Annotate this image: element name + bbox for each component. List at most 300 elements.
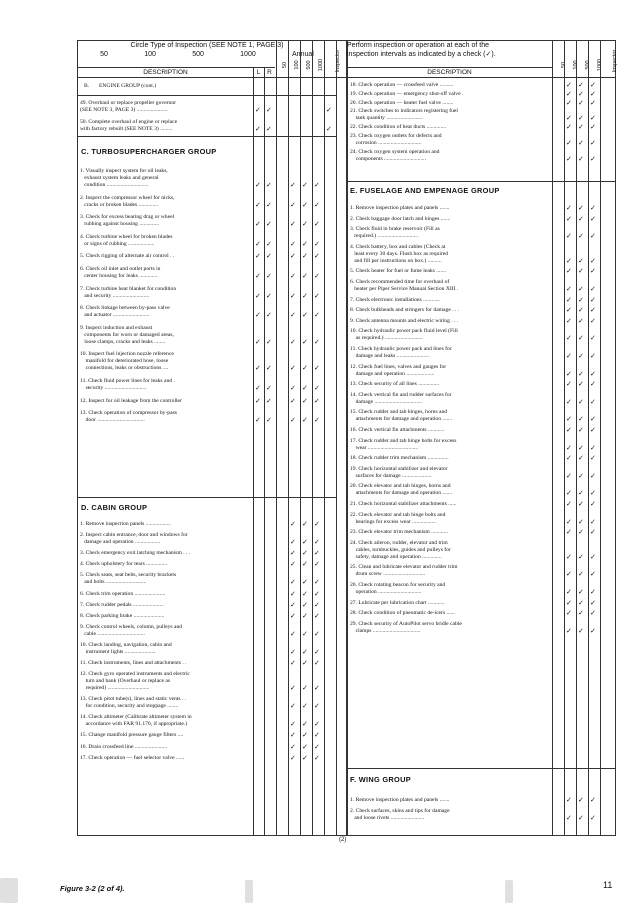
check-mark: ✓ (290, 200, 296, 209)
check-mark: ✓ (578, 139, 584, 147)
check-mark: ✓ (302, 239, 308, 248)
cabin-item-10: 10. Check landing, navigation, cabin and instrument lights ...................... (80, 641, 172, 655)
check-mark: ✓ (302, 560, 308, 569)
check-mark: ✓ (255, 181, 261, 189)
fuselage-item-24: 24. Check aileron, rudder, elevator and trim cables, turnbuckles, guides and pulleys for safety, damage and operation .............. (350, 539, 451, 560)
check-mark: ✓ (290, 291, 296, 300)
check-mark: ✓ (302, 220, 308, 229)
cabin-item-1: 1. Remove inspection panels .................. (80, 521, 171, 527)
check-mark: ✓ (290, 629, 296, 638)
check-mark: ✓ (566, 489, 572, 498)
check-mark: ✓ (290, 520, 296, 528)
check-mark: ✓ (314, 560, 320, 569)
check-mark: ✓ (290, 396, 296, 405)
check-mark: ✓ (302, 589, 308, 598)
check-mark: ✓ (566, 285, 572, 293)
turbo-item-2: 2. Inspect the compressor wheel for nicks, cracks or broken blades .............. (80, 194, 175, 208)
check-mark: ✓ (590, 369, 596, 378)
check-mark: ✓ (290, 416, 296, 425)
check-mark: ✓ (302, 181, 308, 189)
turbo-item-1: 1. Visually inspect system for oil leaks, exhaust system leaks and general condition .............................. (80, 168, 168, 188)
check-mark: ✓ (290, 538, 296, 547)
check-mark: ✓ (578, 114, 584, 123)
fuselage-item-5: 5. Check heater for fuel or fume leaks ....... (350, 268, 446, 275)
check-mark: ✓ (302, 742, 308, 751)
check-mark: ✓ (314, 520, 320, 528)
section-e-title: E. FUSELAGE AND EMPENAGE GROUP (350, 186, 500, 195)
check-mark: ✓ (566, 796, 572, 804)
check-mark: ✓ (578, 352, 584, 360)
check-mark: ✓ (266, 384, 272, 392)
check-mark: ✓ (566, 81, 572, 89)
check-mark: ✓ (578, 443, 584, 452)
fuselage-item-28: 28. Check condition of pneumatic de-icers ...... (350, 610, 455, 617)
page-number: 11 (603, 880, 613, 890)
fuselage-item-21: 21. Check horizontal stabilizer attachments ...... (350, 501, 457, 507)
frame-right (615, 40, 616, 835)
check-mark: ✓ (302, 200, 308, 209)
check-mark: ✓ (578, 626, 584, 635)
engine-item-7: 24. Check oxygen system operation and components .............................. (350, 148, 440, 162)
check-mark: ✓ (566, 267, 572, 276)
check-mark: ✓ (302, 753, 308, 762)
check-mark: ✓ (590, 626, 596, 635)
cabin-item-7: 7. Check rudder pedals ...................... (80, 601, 164, 608)
row-rule (77, 136, 336, 137)
check-mark: ✓ (314, 416, 320, 425)
divider (312, 40, 313, 835)
check-mark: ✓ (290, 272, 296, 280)
divider (600, 40, 601, 835)
check-mark: ✓ (590, 316, 596, 325)
check-mark: ✓ (314, 720, 320, 729)
check-mark: ✓ (590, 380, 596, 389)
check-mark: ✓ (314, 181, 320, 189)
row-rule (346, 768, 616, 769)
check-mark: ✓ (314, 647, 320, 656)
fuselage-item-11: 11. Check hydraulic power pack and lines for damage and leaks ....................... (350, 346, 452, 359)
check-mark: ✓ (590, 588, 596, 596)
check-mark: ✓ (566, 552, 572, 561)
check-mark: ✓ (255, 337, 261, 346)
figure-caption: Figure 3-2 (2 of 4). (60, 884, 125, 893)
cabin-item-8: 8. Check parking brake ...................... (80, 612, 165, 619)
fuselage-item-1: 1. Remove inspection plates and panels ....... (350, 205, 450, 211)
check-mark: ✓ (326, 106, 332, 114)
check-mark: ✓ (566, 89, 572, 98)
check-mark: ✓ (590, 517, 596, 526)
check-mark: ✓ (314, 549, 320, 558)
check-mark: ✓ (566, 256, 572, 265)
check-mark: ✓ (578, 98, 584, 107)
left-header-title: Circle Type of Inspection (SEE NOTE 1, PAGE 3) (130, 42, 284, 49)
check-mark: ✓ (302, 702, 308, 711)
turbo-item-5: 5. Check rigging of alternate air control . . (80, 253, 175, 260)
check-mark: ✓ (590, 334, 596, 343)
cabin-item-4: 4. Check upholstery for tears ............... (80, 561, 168, 568)
check-mark: ✓ (578, 154, 584, 163)
cabin-item-2: 2. Inspect cabin entrance, door and windows for damage and operation .................. (80, 532, 188, 546)
turbo-item-10: 10. Inspect fuel injection nozzle reference manifold for deteriorated hose, loose connections, leaks or obstructions .... (80, 351, 174, 372)
fuselage-item-6: 6. Check recommended time for overhaul of heater per Piper Service Manual Section XIII . (350, 279, 459, 292)
check-mark: ✓ (290, 220, 296, 229)
check-mark: ✓ (590, 204, 596, 212)
divider (564, 40, 565, 835)
check-mark: ✓ (314, 753, 320, 762)
check-mark: ✓ (302, 611, 308, 620)
fuselage-item-8: 8. Check bulkheads and stringers for damage . . . (350, 307, 460, 314)
item-b50: 50. Complete overhaul of engine or replace with factory rebuilt (SEE NOTE 3) ......... (80, 119, 178, 132)
right-col-50: 50 (561, 61, 567, 69)
check-mark: ✓ (302, 364, 308, 373)
wing-item-1: 1. Remove inspection plates and panels ....... (350, 797, 450, 803)
check-mark: ✓ (578, 204, 584, 212)
check-mark: ✓ (266, 106, 272, 114)
check-mark: ✓ (314, 589, 320, 598)
cabin-item-9: 9. Check control wheels, column, pulleys and cable .................................. (80, 623, 183, 637)
check-mark: ✓ (314, 659, 320, 667)
check-mark: ✓ (302, 538, 308, 547)
check-mark: ✓ (255, 384, 261, 392)
divider (324, 40, 325, 835)
check-mark: ✓ (590, 814, 596, 822)
check-mark: ✓ (266, 200, 272, 209)
center-divider (346, 40, 348, 835)
fuselage-item-2: 2. Check baggage door latch and hinges ....... (350, 215, 451, 222)
check-mark: ✓ (578, 552, 584, 561)
scan-artifact (245, 880, 253, 903)
check-mark: ✓ (578, 369, 584, 378)
fuselage-item-26: 26. Check rotating beacon for security and operation ............................... (350, 582, 446, 595)
check-mark: ✓ (266, 396, 272, 405)
divider (253, 67, 254, 835)
left-col-1000: 1000 (318, 58, 324, 72)
check-mark: ✓ (578, 89, 584, 98)
check-mark: ✓ (314, 742, 320, 751)
check-mark: ✓ (314, 600, 320, 609)
check-mark: ✓ (290, 252, 296, 261)
check-mark: ✓ (566, 139, 572, 147)
check-mark: ✓ (314, 538, 320, 547)
check-mark: ✓ (290, 549, 296, 558)
row-rule (77, 497, 336, 498)
cabin-item-14: 14. Check altimeter (Calibrate altimeter system in accordance with FAR 91.170, if appropriate.) (80, 714, 192, 728)
right-col-inspector: Inspector (612, 49, 618, 73)
check-mark: ✓ (590, 598, 596, 607)
check-mark: ✓ (566, 214, 572, 223)
divider (588, 40, 589, 835)
check-mark: ✓ (566, 588, 572, 596)
check-mark: ✓ (314, 239, 320, 248)
fuselage-item-25: 25. Clean and lubricate elevator and rudder trim drum screw .............................. (350, 564, 458, 578)
check-mark: ✓ (314, 291, 320, 300)
fuselage-item-7: 7. Check electronic installations ............ (350, 296, 440, 303)
check-mark: ✓ (590, 397, 596, 406)
left-col-500: 500 (306, 60, 312, 70)
check-mark: ✓ (590, 214, 596, 223)
check-mark: ✓ (590, 570, 596, 579)
check-mark: ✓ (266, 416, 272, 425)
cabin-item-11: 11. Check instruments, lines and attachments . . (80, 660, 187, 666)
check-mark: ✓ (302, 578, 308, 587)
check-mark: ✓ (255, 252, 261, 261)
check-mark: ✓ (302, 600, 308, 609)
check-mark: ✓ (566, 352, 572, 360)
check-mark: ✓ (566, 123, 572, 132)
check-mark: ✓ (578, 528, 584, 537)
check-mark: ✓ (590, 256, 596, 265)
check-mark: ✓ (566, 814, 572, 822)
frame-left (77, 40, 78, 835)
cabin-item-12: 12. Check gyro operated instruments and electric turn and bank (Overhaul or replace as required) .............................. (80, 671, 190, 692)
check-mark: ✓ (590, 81, 596, 89)
check-mark: ✓ (566, 316, 572, 325)
check-mark: ✓ (290, 611, 296, 620)
check-mark: ✓ (578, 598, 584, 607)
engine-item-5: 22. Check condition of heat ducts .............. (350, 124, 447, 131)
check-mark: ✓ (566, 380, 572, 389)
check-mark: ✓ (302, 731, 308, 740)
engine-item-1: 18. Check operation — crossfeed valve .......... (350, 82, 454, 88)
turbo-item-3: 3. Check for excess bearing drag or wheel rubbing against housing .............. (80, 214, 175, 228)
check-mark: ✓ (302, 337, 308, 346)
check-mark: ✓ (578, 570, 584, 579)
check-mark: ✓ (566, 517, 572, 526)
frame-bottom (77, 835, 616, 836)
check-mark: ✓ (255, 200, 261, 209)
check-mark: ✓ (578, 471, 584, 480)
check-mark: ✓ (566, 609, 572, 618)
check-mark: ✓ (255, 272, 261, 280)
row-rule (77, 95, 336, 96)
check-mark: ✓ (302, 311, 308, 320)
check-mark: ✓ (314, 200, 320, 209)
left-description-header: DESCRIPTION (78, 67, 253, 78)
check-mark: ✓ (566, 397, 572, 406)
check-mark: ✓ (578, 500, 584, 508)
fuselage-item-16: 16. Check vertical fin attachments ............ (350, 427, 445, 433)
check-mark: ✓ (566, 500, 572, 508)
check-mark: ✓ (578, 232, 584, 241)
cabin-item-5: 5. Check seats, seat belts, security brackets and bolts ............................. (80, 572, 177, 586)
check-mark: ✓ (578, 397, 584, 406)
wing-item-2: 2. Check surfaces, skins and tips for damage and loose rivets ........................ (350, 808, 450, 821)
fuselage-item-14: 14. Check vertical fin and rudder surfaces for damage .................................. (350, 391, 452, 405)
fuselage-item-27: 27. Lubricate per lubrication chart ............ (350, 599, 445, 606)
check-mark: ✓ (590, 295, 596, 304)
check-mark: ✓ (302, 384, 308, 392)
cabin-item-15: 15. Change manifold pressure gauge filters .... (80, 732, 184, 739)
check-mark: ✓ (590, 114, 596, 123)
check-mark: ✓ (314, 684, 320, 693)
check-mark: ✓ (566, 626, 572, 635)
section-d-title: D. CABIN GROUP (81, 503, 148, 512)
row-rule (346, 181, 616, 182)
col-l-header: L (253, 67, 264, 78)
check-mark: ✓ (590, 415, 596, 424)
turbo-item-4: 4. Check turbine wheel for broken blades or signs of rubbing ................... (80, 233, 173, 247)
item-b49: 49. Overhaul or replace propeller governor (SEE NOTE 3, PAGE 3) ...................... (80, 100, 176, 113)
engine-item-6: 23. Check oxygen outlets for defects and corrosion ............................... (350, 133, 442, 146)
fuselage-item-18: 18. Check rudder trim mechanism ............... (350, 455, 449, 462)
fuselage-item-19: 19. Check horizontal stabilizer and elevator surfaces for damage ..................... (350, 465, 448, 479)
check-mark: ✓ (566, 295, 572, 304)
fuselage-item-12: 12. Check fuel lines, valves and gauges for damage and operation .................... (350, 363, 447, 377)
col-r-header: R (264, 67, 275, 78)
check-mark: ✓ (578, 214, 584, 223)
check-mark: ✓ (290, 659, 296, 667)
check-mark: ✓ (266, 337, 272, 346)
check-mark: ✓ (255, 291, 261, 300)
check-mark: ✓ (290, 600, 296, 609)
check-mark: ✓ (566, 334, 572, 343)
check-mark: ✓ (290, 731, 296, 740)
check-mark: ✓ (255, 106, 261, 114)
check-mark: ✓ (302, 520, 308, 528)
check-mark: ✓ (590, 471, 596, 480)
check-mark: ✓ (255, 125, 261, 133)
turbo-item-11: 11. Check fluid power lines for leaks and . security .............................. (80, 378, 175, 391)
check-mark: ✓ (566, 204, 572, 212)
check-mark: ✓ (578, 123, 584, 132)
cabin-item-16: 16. Drain crossfeed line ....................... (80, 743, 167, 750)
check-mark: ✓ (566, 415, 572, 424)
check-mark: ✓ (266, 311, 272, 320)
fuselage-item-15: 15. Check rudder and tab hinges, horns and attachments for damage and operation ....... (350, 409, 453, 423)
check-mark: ✓ (314, 702, 320, 711)
check-mark: ✓ (314, 611, 320, 620)
fuselage-item-3: 3. Check fluid in brake reservoir (Fill as required.) ............................. (350, 226, 440, 240)
turbo-item-9: 9. Inspect induction and exhaust components for worn or damaged areas, loose clamps, cracks and leaks ........ (80, 324, 174, 345)
left-col-50: 50 (282, 61, 288, 69)
check-mark: ✓ (566, 426, 572, 434)
check-mark: ✓ (590, 426, 596, 434)
check-mark: ✓ (314, 578, 320, 587)
check-mark: ✓ (566, 98, 572, 107)
check-mark: ✓ (302, 720, 308, 729)
check-mark: ✓ (590, 489, 596, 498)
header-rule (77, 77, 347, 78)
check-mark: ✓ (566, 598, 572, 607)
check-mark: ✓ (590, 609, 596, 618)
check-mark: ✓ (266, 291, 272, 300)
right-header-title-2: inspection intervals as indicated by a check (✓). (347, 51, 496, 58)
check-mark: ✓ (326, 125, 332, 133)
check-mark: ✓ (578, 588, 584, 596)
right-col-500: 500 (585, 60, 591, 70)
fuselage-item-10: 10. Check hydraulic power pack fluid level (Fill as required.) ........................... (350, 328, 458, 342)
check-mark: ✓ (302, 659, 308, 667)
check-mark: ✓ (590, 306, 596, 315)
right-col-1000: 1000 (597, 58, 603, 72)
section-f-title: F. WING GROUP (350, 775, 411, 784)
check-mark: ✓ (590, 552, 596, 561)
check-mark: ✓ (590, 232, 596, 241)
check-mark: ✓ (590, 500, 596, 508)
engine-item-3: 20. Check operation — heater fuel valve ........ (350, 99, 454, 106)
check-mark: ✓ (302, 629, 308, 638)
check-mark: ✓ (314, 364, 320, 373)
check-mark: ✓ (255, 364, 261, 373)
check-mark: ✓ (290, 684, 296, 693)
check-mark: ✓ (255, 220, 261, 229)
cabin-item-3: 3. Check emergency exit latching mechanism . . . (80, 550, 191, 557)
fuselage-item-23: 23. Check elevator trim mechanism ............ (350, 529, 448, 536)
turbo-item-12: 12. Inspect for oil leakage from the controller (80, 397, 182, 404)
check-mark: ✓ (302, 252, 308, 261)
check-mark: ✓ (255, 416, 261, 425)
check-mark: ✓ (566, 528, 572, 537)
check-mark: ✓ (578, 609, 584, 618)
check-mark: ✓ (578, 415, 584, 424)
check-mark: ✓ (302, 396, 308, 405)
check-mark: ✓ (578, 285, 584, 293)
check-mark: ✓ (290, 647, 296, 656)
check-mark: ✓ (578, 426, 584, 434)
check-mark: ✓ (290, 181, 296, 189)
right-col-100: 100 (573, 60, 579, 70)
check-mark: ✓ (266, 364, 272, 373)
check-mark: ✓ (578, 295, 584, 304)
divider (276, 40, 277, 835)
check-mark: ✓ (578, 517, 584, 526)
turbo-item-8: 8. Check linkage between by-pass valve and actuator .......................... (80, 305, 170, 319)
check-mark: ✓ (314, 731, 320, 740)
check-mark: ✓ (314, 337, 320, 346)
check-mark: ✓ (302, 549, 308, 558)
check-mark: ✓ (314, 396, 320, 405)
check-mark: ✓ (578, 489, 584, 498)
check-mark: ✓ (590, 154, 596, 163)
interval-annual: Annual (292, 51, 314, 58)
right-header (347, 41, 551, 67)
divider (336, 40, 337, 835)
check-mark: ✓ (566, 306, 572, 315)
check-mark: ✓ (290, 384, 296, 392)
check-mark: ✓ (566, 114, 572, 123)
check-mark: ✓ (578, 814, 584, 822)
check-mark: ✓ (590, 352, 596, 360)
check-mark: ✓ (590, 285, 596, 293)
fuselage-item-20: 20. Check elevator and tab hinges, horns and attachments for damage and operation ....... (350, 483, 453, 497)
check-mark: ✓ (314, 252, 320, 261)
check-mark: ✓ (578, 796, 584, 804)
scan-artifact (0, 878, 18, 903)
check-mark: ✓ (302, 291, 308, 300)
check-mark: ✓ (266, 252, 272, 261)
check-mark: ✓ (266, 220, 272, 229)
left-col-inspector: Inspector (335, 49, 341, 73)
check-mark: ✓ (566, 471, 572, 480)
check-mark: ✓ (578, 256, 584, 265)
check-mark: ✓ (290, 239, 296, 248)
check-mark: ✓ (302, 272, 308, 280)
turbo-item-7: 7. Check turbine heat blanket for condition and security .......................... (80, 285, 177, 299)
right-description-header: DESCRIPTION (347, 67, 552, 78)
interval-1000: 1000 (240, 51, 256, 58)
check-mark: ✓ (302, 416, 308, 425)
check-mark: ✓ (302, 684, 308, 693)
check-mark: ✓ (578, 306, 584, 315)
check-mark: ✓ (266, 181, 272, 189)
check-mark: ✓ (290, 753, 296, 762)
check-mark: ✓ (578, 380, 584, 389)
turbo-item-13: 13. Check operation of compressor by-pass door .................................. (80, 410, 177, 424)
engine-item-2: 19. Check operation — emergency shut-off valve . (350, 90, 464, 97)
fuselage-item-13: 13. Check security of all lines ............... (350, 381, 440, 388)
fuselage-item-29: 29. Check security of AutoPilot servo bridle cable clamps .................................. (350, 620, 462, 634)
fuselage-item-17: 17. Check rudder and tab hinge bolts for excess wear .................................... (350, 437, 457, 451)
